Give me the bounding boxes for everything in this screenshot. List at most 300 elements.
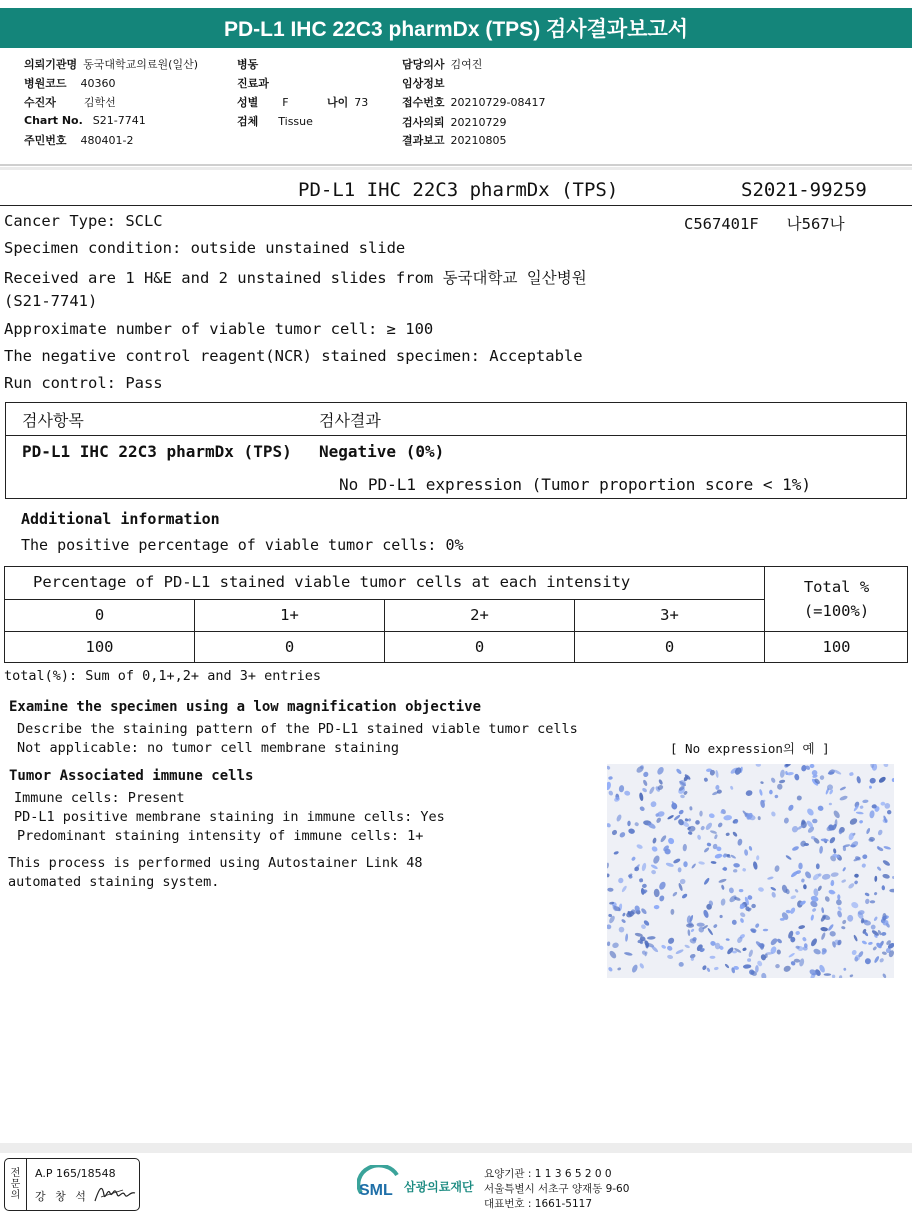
cell-nucleus xyxy=(675,768,682,775)
cell-nucleus xyxy=(707,927,714,935)
cell-nucleus xyxy=(648,786,655,795)
cell-nucleus xyxy=(619,927,625,933)
cell-nucleus xyxy=(733,869,738,873)
svg-text:SML: SML xyxy=(359,1182,393,1199)
cell-nucleus xyxy=(679,962,684,967)
info-row-request-date: 검사의뢰 20210729 xyxy=(402,116,507,129)
cell-nucleus xyxy=(739,918,744,924)
cell-nucleus xyxy=(847,882,855,889)
cell-nucleus xyxy=(841,919,847,925)
info-row-chart-no: Chart No. S21-7741 xyxy=(24,114,146,127)
intensity-level: 0 xyxy=(94,606,105,624)
cell-nucleus xyxy=(654,905,660,909)
cell-nucleus xyxy=(799,840,807,848)
cell-nucleus xyxy=(810,764,815,768)
cell-nucleus xyxy=(837,894,840,900)
cell-nucleus xyxy=(710,956,716,959)
signature-side-label: 전 문 의 xyxy=(5,1159,27,1210)
cell-nucleus xyxy=(715,785,720,791)
table-footnote: total(%): Sum of 0,1+,2+ and 3+ entries xyxy=(4,668,321,684)
cell-nucleus xyxy=(881,885,885,890)
cell-nucleus xyxy=(803,946,808,950)
cell-nucleus xyxy=(690,928,695,932)
cell-nucleus xyxy=(771,891,777,898)
cell-nucleus xyxy=(697,922,705,926)
cell-nucleus xyxy=(780,918,785,921)
cell-nucleus xyxy=(785,854,792,860)
cell-nucleus xyxy=(715,770,719,778)
cell-nucleus xyxy=(687,929,690,936)
cell-nucleus xyxy=(742,947,747,952)
cell-nucleus xyxy=(622,912,626,917)
cell-nucleus xyxy=(817,805,824,812)
cell-nucleus xyxy=(851,949,858,956)
viable-cell-line: Approximate number of viable tumor cell: ≥ 100 xyxy=(4,320,434,338)
cell-nucleus xyxy=(745,789,753,796)
total-value: 100 xyxy=(822,638,851,656)
cell-nucleus xyxy=(607,822,612,828)
cell-nucleus xyxy=(617,877,624,884)
cell-nucleus xyxy=(700,825,705,831)
cell-nucleus xyxy=(747,958,751,962)
cell-nucleus xyxy=(661,944,667,949)
cell-nucleus xyxy=(830,872,839,878)
cell-nucleus xyxy=(788,952,795,958)
cell-nucleus xyxy=(777,784,783,790)
cell-nucleus xyxy=(621,919,626,924)
org-name: 삼광의료재단 xyxy=(404,1180,474,1194)
cell-nucleus xyxy=(654,889,660,898)
cell-nucleus xyxy=(691,863,697,869)
cell-nucleus xyxy=(874,876,877,882)
cell-nucleus xyxy=(706,842,711,847)
cell-nucleus xyxy=(642,779,648,786)
cell-nucleus xyxy=(841,926,846,930)
cell-nucleus xyxy=(656,766,665,776)
cell-nucleus xyxy=(810,937,818,947)
cell-nucleus xyxy=(634,822,639,827)
intensity-caption: Percentage of PD-L1 stained viable tumor cells at each intensity xyxy=(33,573,631,591)
cell-nucleus xyxy=(650,864,658,870)
cell-nucleus xyxy=(866,827,871,834)
cell-nucleus xyxy=(821,907,825,913)
cell-nucleus xyxy=(631,856,636,862)
cell-nucleus xyxy=(849,772,854,777)
cell-nucleus xyxy=(680,879,686,885)
cell-nucleus xyxy=(649,800,657,808)
cell-nucleus xyxy=(872,946,877,951)
cell-nucleus xyxy=(607,924,612,930)
cell-nucleus xyxy=(864,957,872,965)
cell-nucleus xyxy=(889,889,894,893)
cell-nucleus xyxy=(660,834,668,843)
cell-nucleus xyxy=(856,776,861,784)
cell-nucleus xyxy=(607,888,613,892)
cell-nucleus xyxy=(854,880,859,885)
intensity-value: 0 xyxy=(664,638,675,656)
cell-nucleus xyxy=(719,915,722,918)
cell-nucleus xyxy=(651,845,659,853)
cell-nucleus xyxy=(798,863,802,870)
cell-nucleus xyxy=(711,861,717,864)
cell-nucleus xyxy=(724,963,730,969)
divider xyxy=(0,164,912,166)
ncr-line: The negative control reagent(NCR) stained specimen: Acceptable xyxy=(4,347,583,365)
info-row-sex: 성별 F xyxy=(237,96,289,109)
cell-nucleus xyxy=(873,955,880,963)
cell-nucleus xyxy=(779,779,786,784)
cell-nucleus xyxy=(639,806,646,812)
cell-nucleus xyxy=(639,878,644,883)
cell-nucleus xyxy=(821,873,831,880)
cell-nucleus xyxy=(820,927,828,932)
cell-nucleus xyxy=(769,790,773,795)
table-rule xyxy=(5,631,908,632)
cell-nucleus xyxy=(607,873,610,877)
info-row-age: 나이 73 xyxy=(327,96,369,109)
report-heading: PD-L1 IHC 22C3 pharmDx (TPS) 검사결과보고서 xyxy=(223,18,689,41)
cell-nucleus xyxy=(658,895,665,902)
info-row-specimen: 검체 Tissue xyxy=(237,115,313,128)
immune-heading: Tumor Associated immune cells xyxy=(9,768,254,784)
cell-nucleus xyxy=(647,936,656,940)
cell-nucleus xyxy=(702,909,709,918)
info-row-patient-name: 수진자 김학선 xyxy=(24,96,116,109)
doctor-license-number: A.P 165/18548 xyxy=(35,1167,116,1180)
cell-nucleus xyxy=(832,809,841,819)
cell-nucleus xyxy=(873,916,878,922)
cell-nucleus xyxy=(803,884,807,889)
sml-logo-icon xyxy=(357,1165,405,1205)
cell-nucleus xyxy=(856,811,864,814)
total-header: Total % xyxy=(803,578,870,596)
cell-nucleus xyxy=(710,830,718,835)
examine-line: Describe the staining pattern of the PD-L1 stained viable tumor cells xyxy=(17,721,578,737)
cell-nucleus xyxy=(680,794,685,798)
cell-nucleus xyxy=(732,951,737,954)
cell-nucleus xyxy=(837,906,842,911)
cell-nucleus xyxy=(794,773,800,780)
cell-nucleus xyxy=(883,764,889,768)
info-row-receipt-no: 접수번호 20210729-08417 xyxy=(402,96,546,109)
cell-nucleus xyxy=(882,859,891,867)
total-header-sub: (=100%) xyxy=(803,602,870,620)
cell-nucleus xyxy=(730,854,737,859)
cell-nucleus xyxy=(639,792,644,801)
cell-nucleus xyxy=(795,931,800,936)
cell-nucleus xyxy=(655,817,662,824)
cell-nucleus xyxy=(608,776,613,780)
cell-nucleus xyxy=(718,878,727,884)
cell-nucleus xyxy=(873,891,877,895)
cell-nucleus xyxy=(829,836,837,844)
cell-nucleus xyxy=(783,965,792,973)
cell-nucleus xyxy=(699,811,703,817)
cell-nucleus xyxy=(892,778,894,783)
cell-nucleus xyxy=(861,863,866,868)
cell-nucleus xyxy=(667,837,676,846)
cell-nucleus xyxy=(739,889,744,892)
cell-nucleus xyxy=(812,819,817,824)
cell-nucleus xyxy=(607,862,609,868)
cell-nucleus xyxy=(730,785,734,790)
report-title-bar xyxy=(0,8,912,48)
received-line: Received are 1 H&E and 2 unstained slides from 동국대학교 일산병원 xyxy=(4,269,587,287)
cell-nucleus xyxy=(876,866,881,872)
cell-nucleus xyxy=(827,924,834,932)
examine-line: Not applicable: no tumor cell membrane staining xyxy=(17,740,400,756)
cell-nucleus xyxy=(839,786,846,791)
cell-nucleus xyxy=(833,848,837,854)
cell-nucleus xyxy=(763,929,768,932)
cell-nucleus xyxy=(625,933,629,941)
cell-nucleus xyxy=(761,972,767,978)
cell-nucleus xyxy=(824,895,830,902)
cell-nucleus xyxy=(787,804,794,812)
cell-nucleus xyxy=(748,846,753,852)
cell-nucleus xyxy=(698,861,705,865)
result-header-item: 검사항목 xyxy=(22,411,84,430)
cell-nucleus xyxy=(868,941,873,945)
cell-nucleus xyxy=(703,877,710,885)
cell-nucleus xyxy=(744,849,749,856)
cell-nucleus xyxy=(742,868,747,873)
intensity-table xyxy=(4,566,908,663)
cell-nucleus xyxy=(864,892,870,897)
cell-nucleus xyxy=(870,924,876,930)
cell-nucleus xyxy=(862,854,868,859)
cell-nucleus xyxy=(732,831,738,838)
cell-nucleus xyxy=(617,967,622,971)
cancer-type-line: Cancer Type: SCLC xyxy=(4,212,163,230)
additional-heading: Additional information xyxy=(21,510,220,528)
cell-nucleus xyxy=(839,975,843,978)
cell-nucleus xyxy=(658,779,664,786)
signature-icon xyxy=(93,1181,137,1205)
cell-nucleus xyxy=(652,855,661,865)
cell-nucleus xyxy=(714,834,718,840)
cell-nucleus xyxy=(613,796,620,803)
intensity-level: 3+ xyxy=(660,606,679,624)
cell-nucleus xyxy=(713,923,718,928)
cell-nucleus xyxy=(776,949,781,954)
cell-nucleus xyxy=(789,907,796,915)
cell-nucleus xyxy=(801,878,805,883)
cell-nucleus xyxy=(769,937,778,946)
process-line: automated staining system. xyxy=(8,874,220,890)
cell-nucleus xyxy=(725,832,730,836)
cell-nucleus xyxy=(806,807,815,817)
cell-nucleus xyxy=(642,883,648,888)
org-code: 요양기관 : 1 1 3 6 5 2 0 0 xyxy=(484,1168,612,1180)
cell-nucleus xyxy=(717,822,723,829)
cell-nucleus xyxy=(841,879,847,884)
cell-nucleus xyxy=(869,777,877,784)
cell-nucleus xyxy=(829,803,832,806)
org-phone: 대표번호 : 1661-5117 xyxy=(484,1198,593,1210)
cell-nucleus xyxy=(790,895,797,900)
cell-nucleus xyxy=(775,964,780,969)
cell-nucleus xyxy=(641,787,647,793)
cell-nucleus xyxy=(628,828,636,834)
cell-nucleus xyxy=(758,887,765,893)
cell-nucleus xyxy=(624,790,631,796)
cell-nucleus xyxy=(796,795,802,801)
cell-nucleus xyxy=(684,944,690,949)
cell-nucleus xyxy=(640,907,647,915)
cell-nucleus xyxy=(804,870,813,879)
immune-line: Immune cells: Present xyxy=(14,790,185,806)
signature-box xyxy=(4,1158,140,1211)
info-row-department: 진료과 xyxy=(237,77,269,90)
cell-nucleus xyxy=(850,901,859,910)
cell-nucleus xyxy=(607,966,613,972)
immune-line: PD-L1 positive membrane staining in immune cells: Yes xyxy=(14,809,445,825)
micrograph-image xyxy=(607,764,894,978)
info-row-hospital-code: 병원코드 40360 xyxy=(24,77,116,90)
intensity-level: 1+ xyxy=(280,606,299,624)
cell-nucleus xyxy=(611,829,618,836)
cell-nucleus xyxy=(616,814,623,822)
cell-nucleus xyxy=(861,940,867,945)
cell-nucleus xyxy=(821,838,829,842)
patient-info-block xyxy=(0,50,912,164)
info-row-id-number: 주민번호 480401-2 xyxy=(24,134,134,147)
cell-nucleus xyxy=(767,876,774,880)
cell-nucleus xyxy=(666,945,673,952)
cell-nucleus xyxy=(824,973,831,976)
result-table xyxy=(5,402,907,499)
cell-nucleus xyxy=(667,936,676,945)
cell-nucleus xyxy=(819,775,825,781)
cell-nucleus xyxy=(702,965,708,971)
cell-nucleus xyxy=(684,818,688,822)
cell-nucleus xyxy=(877,829,883,836)
cell-nucleus xyxy=(819,846,823,854)
test-name-title: PD-L1 IHC 22C3 pharmDx (TPS) xyxy=(298,179,619,201)
cell-nucleus xyxy=(607,941,610,946)
cell-nucleus xyxy=(678,809,685,815)
cell-nucleus xyxy=(813,948,822,956)
cell-nucleus xyxy=(706,967,711,972)
cell-nucleus xyxy=(703,777,708,782)
cell-nucleus xyxy=(794,888,799,893)
cell-nucleus xyxy=(612,942,620,949)
cell-nucleus xyxy=(607,765,611,770)
cell-nucleus xyxy=(731,919,737,925)
cell-nucleus xyxy=(618,785,624,793)
cell-nucleus xyxy=(847,915,853,922)
cell-nucleus xyxy=(854,874,859,878)
info-row-doctor: 담당의사 김여진 xyxy=(402,58,483,71)
cell-nucleus xyxy=(670,909,674,915)
cell-nucleus xyxy=(887,810,892,815)
cell-nucleus xyxy=(714,853,722,859)
info-row-report-date: 결과보고 20210805 xyxy=(402,134,507,147)
immune-line: Predominant staining intensity of immune cells: 1+ xyxy=(17,828,424,844)
cell-nucleus xyxy=(802,936,807,942)
cell-nucleus xyxy=(751,904,756,909)
cell-nucleus xyxy=(658,881,667,891)
cell-nucleus xyxy=(703,847,710,854)
specimen-condition-line: Specimen condition: outside unstained slide xyxy=(4,239,406,257)
cell-nucleus xyxy=(759,789,763,796)
report-code: S2021-99259 xyxy=(741,179,867,201)
intensity-value: 100 xyxy=(85,638,114,656)
cell-nucleus xyxy=(686,923,694,928)
cell-nucleus xyxy=(723,815,732,821)
divider xyxy=(0,167,912,170)
cell-nucleus xyxy=(754,923,760,929)
cell-nucleus xyxy=(689,806,692,810)
cell-nucleus xyxy=(783,817,789,824)
table-rule xyxy=(6,435,906,436)
cell-nucleus xyxy=(758,816,761,820)
info-row-institution: 의뢰기관명 동국대학교의료원(일산) xyxy=(24,58,198,71)
cell-nucleus xyxy=(865,898,870,904)
cell-nucleus xyxy=(836,910,842,918)
cell-nucleus xyxy=(726,938,730,941)
cell-nucleus xyxy=(695,819,701,825)
cell-nucleus xyxy=(810,914,814,921)
cell-nucleus xyxy=(714,966,719,970)
doctor-name: 강 창 석 xyxy=(35,1190,89,1203)
sample-code: C567401F 나567나 xyxy=(684,215,845,233)
cell-nucleus xyxy=(650,945,659,953)
cell-nucleus xyxy=(721,884,725,890)
cell-nucleus xyxy=(862,799,869,803)
cell-nucleus xyxy=(785,909,791,913)
cell-nucleus xyxy=(642,771,649,778)
cell-nucleus xyxy=(853,934,858,941)
cell-nucleus xyxy=(849,974,853,978)
cell-nucleus xyxy=(737,838,743,846)
cell-nucleus xyxy=(755,764,761,767)
cell-nucleus xyxy=(883,845,891,850)
cell-nucleus xyxy=(739,911,746,918)
cell-nucleus xyxy=(683,861,688,867)
cell-nucleus xyxy=(770,777,776,784)
positive-percentage-line: The positive percentage of viable tumor cells: 0% xyxy=(21,536,464,554)
cell-nucleus xyxy=(639,962,645,969)
cell-nucleus xyxy=(652,837,657,844)
cell-nucleus xyxy=(832,974,836,978)
cell-nucleus xyxy=(882,973,887,978)
cell-nucleus xyxy=(697,834,702,840)
cell-nucleus xyxy=(829,931,836,937)
cell-nucleus xyxy=(608,950,617,960)
cell-nucleus xyxy=(636,844,643,850)
result-header-result: 검사결과 xyxy=(319,411,381,430)
cell-nucleus xyxy=(665,862,674,868)
intensity-value: 0 xyxy=(474,638,485,656)
cell-nucleus xyxy=(613,851,619,856)
org-address: 서울특별시 서초구 양재동 9-60 xyxy=(484,1183,630,1195)
cell-nucleus xyxy=(715,943,720,950)
cell-nucleus xyxy=(631,964,639,974)
intensity-level: 2+ xyxy=(470,606,489,624)
cell-nucleus xyxy=(839,795,848,801)
cell-nucleus xyxy=(798,958,804,967)
cell-nucleus xyxy=(820,932,826,940)
cell-nucleus xyxy=(879,957,885,963)
cell-nucleus xyxy=(878,776,887,784)
title-rule xyxy=(0,205,912,206)
cell-nucleus xyxy=(624,952,633,957)
cell-nucleus xyxy=(619,831,627,839)
cell-nucleus xyxy=(720,898,726,906)
cell-nucleus xyxy=(641,862,647,871)
